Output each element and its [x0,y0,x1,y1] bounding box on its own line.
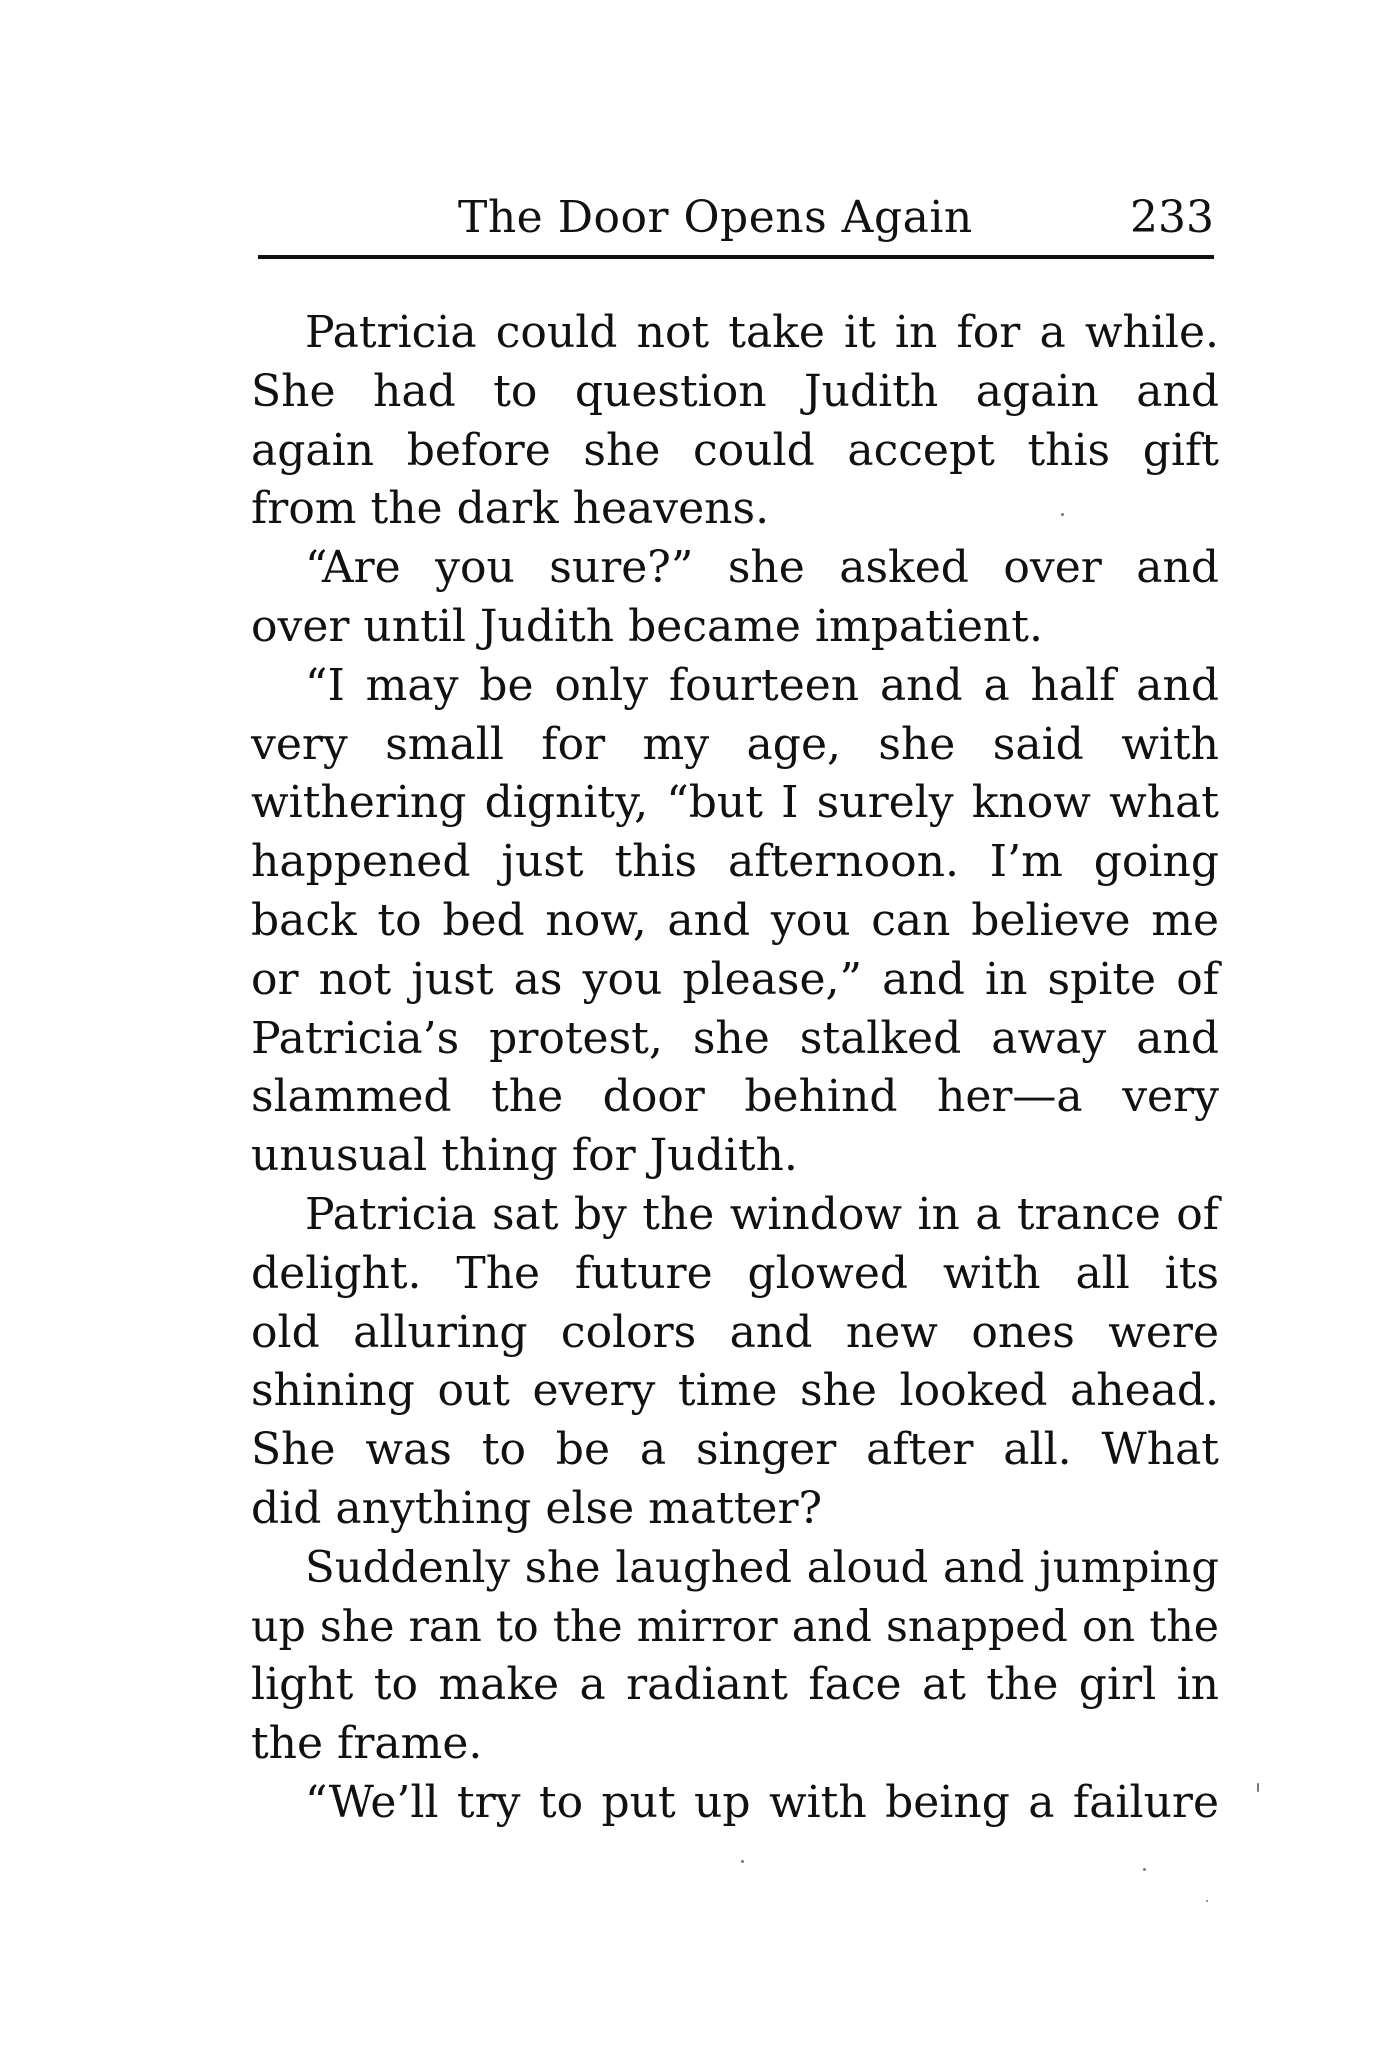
text-line: Suddenly she laughed aloud and jumping [305,1542,1219,1593]
paper-speck [1257,1783,1259,1792]
text-line: back to bed now, and you can believe me [251,894,1219,946]
text-line: Patricia sat by the window in a trance of [305,1188,1219,1240]
text-line: over until Judith became impatient. [251,600,1043,652]
text-line: Patricia’s protest, she stalked away and [251,1012,1219,1064]
text-line: withering dignity, “but I surely know what [251,777,1219,829]
text-line: again before she could accept this gift [251,424,1219,476]
header-rule [258,255,1214,259]
text-line: “We’ll try to put up with being a failure [305,1776,1219,1828]
text-line: She had to question Judith again and [251,365,1219,417]
text-line: very small for my age, she said with [251,718,1219,770]
text-line: Patricia could not take it in for a while. [305,307,1219,358]
text-line: shining out every time she looked ahead. [251,1365,1219,1417]
text-line: light to make a radiant face at the girl in [251,1659,1219,1711]
chapter-title: The Door Opens Again [458,192,973,243]
text-line: delight. The future glowed with all its [251,1247,1219,1299]
text-line: old alluring colors and new ones were [251,1306,1219,1358]
text-line: slammed the door behind her—a very [251,1071,1219,1123]
text-line: did anything else matter? [251,1482,823,1534]
body-text [251,304,1219,1833]
text-line: unusual thing for Judith. [251,1130,798,1182]
paper-speck [741,1860,744,1863]
page-number: 233 [1130,192,1214,243]
text-line: from the dark heavens. [251,483,770,535]
paper-speck [1061,513,1064,516]
paper-speck [1143,1868,1146,1871]
running-head [258,188,1214,248]
text-line: She was to be a singer after all. What [251,1424,1219,1476]
text-line: up she ran to the mirror and snapped on the [251,1601,1219,1652]
paper-speck [1206,1900,1208,1902]
text-line: happened just this afternoon. I’m going [251,836,1219,888]
text-line: the frame. [251,1718,483,1770]
text-line: or not just as you please,” and in spite of [251,953,1219,1005]
text-line: “Are you sure?” she asked over and [305,542,1219,594]
text-line: “I may be only fourteen and a half and [305,659,1219,711]
